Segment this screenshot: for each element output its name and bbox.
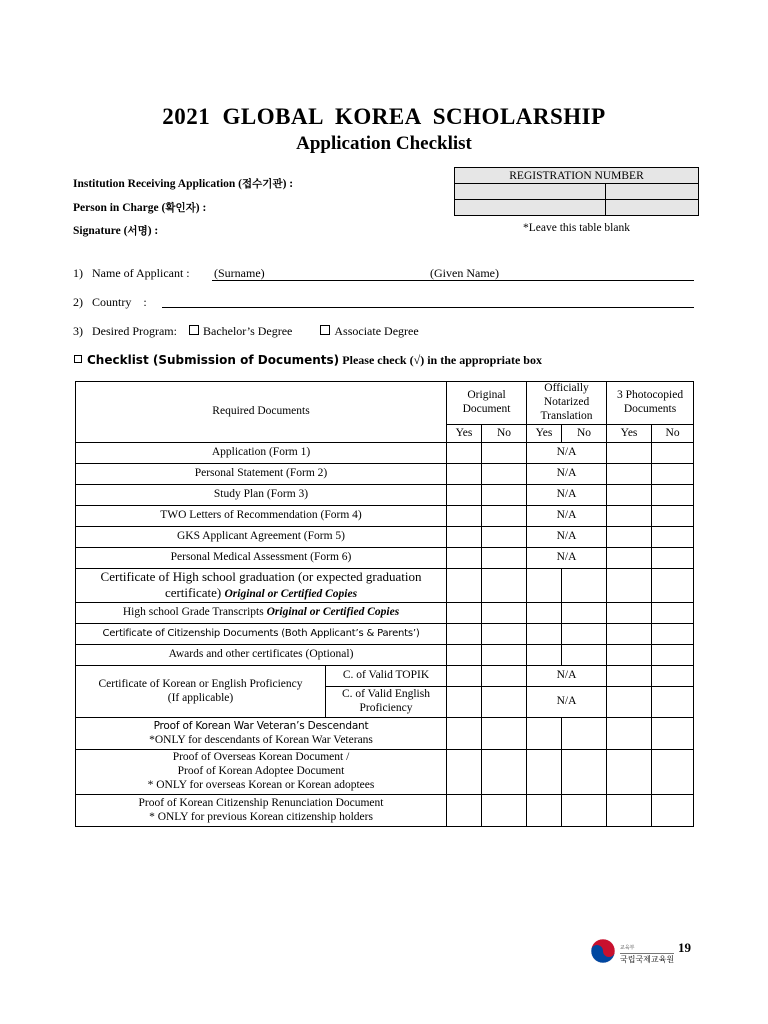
check-cell[interactable]	[562, 569, 607, 603]
check-cell[interactable]	[447, 569, 482, 603]
col-original-document: Original Document	[447, 382, 527, 425]
check-cell[interactable]	[482, 506, 527, 527]
check-cell[interactable]	[607, 666, 652, 687]
check-cell[interactable]	[562, 795, 607, 827]
bachelor-label: Bachelor’s Degree	[202, 324, 293, 338]
check-cell[interactable]	[652, 603, 694, 624]
row-awards: Awards and other certificates (Optional)	[76, 645, 447, 666]
check-cell[interactable]	[607, 506, 652, 527]
check-cell[interactable]	[527, 645, 562, 666]
check-cell[interactable]	[482, 718, 527, 750]
checklist-heading: Checklist (Submission of Documents) Please check (√) in the appropriate box	[74, 353, 542, 368]
check-cell[interactable]	[652, 645, 694, 666]
no-header: No	[482, 425, 527, 443]
check-cell[interactable]	[482, 443, 527, 464]
col-notarized-translation: Officially Notarized Translation	[527, 382, 607, 425]
row-citizenship: Certificate of Citizenship Documents (Both Applicant’s & Parents’)	[76, 624, 447, 645]
na-cell: N/A	[527, 548, 607, 569]
surname-label: (Surname)	[214, 266, 265, 280]
check-cell[interactable]	[482, 464, 527, 485]
check-cell[interactable]	[527, 795, 562, 827]
check-cell[interactable]	[607, 603, 652, 624]
document-subtitle: Application Checklist	[296, 133, 472, 154]
check-cell[interactable]	[652, 527, 694, 548]
check-cell[interactable]	[652, 624, 694, 645]
yes-header: Yes	[447, 425, 482, 443]
check-cell[interactable]	[447, 464, 482, 485]
row-proficiency: Certificate of Korean or English Proficiency (If applicable)	[76, 666, 326, 718]
check-cell[interactable]	[607, 718, 652, 750]
desired-program-row: 3) Desired Program: Bachelor’s Degree Associate Degree	[73, 324, 419, 338]
check-cell[interactable]	[607, 527, 652, 548]
na-cell: N/A	[527, 443, 607, 464]
registration-note: *Leave this table blank	[523, 222, 630, 234]
registration-cell[interactable]	[606, 200, 699, 216]
registration-cell[interactable]	[606, 184, 699, 200]
check-cell[interactable]	[447, 687, 482, 718]
associate-label: Associate Degree	[334, 324, 419, 338]
document-title: 2021 GLOBAL KOREA SCHOLARSHIP	[162, 104, 606, 129]
check-cell[interactable]	[527, 750, 562, 795]
check-cell[interactable]	[562, 624, 607, 645]
taegeuk-logo-icon	[590, 938, 616, 964]
check-cell[interactable]	[447, 624, 482, 645]
check-cell[interactable]	[447, 666, 482, 687]
check-cell[interactable]	[482, 569, 527, 603]
registration-number-table	[454, 167, 699, 216]
na-cell: N/A	[527, 464, 607, 485]
country-line[interactable]	[162, 307, 694, 308]
row-citizenship-renunciation: Proof of Korean Citizenship Renunciation Document * ONLY for previous Korean citizenship holders	[76, 795, 447, 827]
check-cell[interactable]	[607, 687, 652, 718]
check-cell[interactable]	[482, 795, 527, 827]
check-cell[interactable]	[447, 795, 482, 827]
check-cell[interactable]	[527, 624, 562, 645]
check-cell[interactable]	[607, 645, 652, 666]
check-cell[interactable]	[482, 527, 527, 548]
check-cell[interactable]	[562, 718, 607, 750]
page-number: 19	[678, 940, 691, 955]
check-cell[interactable]	[607, 443, 652, 464]
na-cell: N/A	[527, 666, 607, 687]
check-cell[interactable]	[652, 443, 694, 464]
row-form1: Application (Form 1)	[76, 443, 447, 464]
checklist-table	[75, 381, 694, 827]
check-cell[interactable]	[562, 750, 607, 795]
check-cell[interactable]	[607, 548, 652, 569]
footer-organization: 교육부 국립국제교육원	[620, 945, 675, 964]
check-cell[interactable]	[482, 485, 527, 506]
no-header: No	[652, 425, 694, 443]
check-cell[interactable]	[607, 569, 652, 603]
given-name-label: (Given Name)	[430, 266, 499, 280]
associate-checkbox[interactable]	[320, 325, 330, 335]
check-cell[interactable]	[652, 506, 694, 527]
col-photocopied-documents: 3 Photocopied Documents	[607, 382, 694, 425]
na-cell: N/A	[527, 506, 607, 527]
na-cell: N/A	[527, 687, 607, 718]
registration-cell[interactable]	[455, 200, 606, 216]
check-cell[interactable]	[607, 795, 652, 827]
check-cell[interactable]	[447, 548, 482, 569]
check-cell[interactable]	[482, 750, 527, 795]
row-hs-transcripts: High school Grade Transcripts Original or Certified Copies	[76, 603, 447, 624]
no-header: No	[562, 425, 607, 443]
check-cell[interactable]	[652, 569, 694, 603]
check-cell[interactable]	[652, 485, 694, 506]
row-form2: Personal Statement (Form 2)	[76, 464, 447, 485]
check-cell[interactable]	[482, 645, 527, 666]
check-cell[interactable]	[447, 485, 482, 506]
check-cell[interactable]	[527, 569, 562, 603]
person-in-charge-field: Person in Charge (확인자) :	[73, 202, 207, 214]
country-label: 2) Country :	[73, 295, 147, 309]
row-form6: Personal Medical Assessment (Form 6)	[76, 548, 447, 569]
check-cell[interactable]	[482, 666, 527, 687]
row-form5: GKS Applicant Agreement (Form 5)	[76, 527, 447, 548]
na-cell: N/A	[527, 485, 607, 506]
row-form3: Study Plan (Form 3)	[76, 485, 447, 506]
check-cell[interactable]	[482, 548, 527, 569]
check-cell[interactable]	[447, 527, 482, 548]
col-required-documents: Required Documents	[76, 382, 447, 443]
row-overseas-korean: Proof of Overseas Korean Document / Proof of Korean Adoptee Document * ONLY for overseas Korean or Korean adoptees	[76, 750, 447, 795]
row-form4: TWO Letters of Recommendation (Form 4)	[76, 506, 447, 527]
check-cell[interactable]	[652, 750, 694, 795]
na-cell: N/A	[527, 527, 607, 548]
check-cell[interactable]	[482, 624, 527, 645]
check-cell[interactable]	[652, 687, 694, 718]
institution-field: Institution Receiving Application (접수기관) :	[73, 178, 294, 190]
check-cell[interactable]	[447, 718, 482, 750]
check-cell[interactable]	[447, 506, 482, 527]
bachelor-checkbox[interactable]	[189, 325, 199, 335]
check-cell[interactable]	[652, 464, 694, 485]
check-cell[interactable]	[527, 718, 562, 750]
check-cell[interactable]	[447, 443, 482, 464]
check-cell[interactable]	[607, 485, 652, 506]
yes-header: Yes	[607, 425, 652, 443]
yes-header: Yes	[527, 425, 562, 443]
check-cell[interactable]	[447, 603, 482, 624]
row-english-proficiency: C. of Valid English Proficiency	[326, 687, 447, 718]
check-cell[interactable]	[562, 645, 607, 666]
check-cell[interactable]	[482, 687, 527, 718]
check-cell[interactable]	[607, 624, 652, 645]
applicant-name-line[interactable]	[212, 280, 694, 281]
check-cell[interactable]	[607, 750, 652, 795]
row-topik: C. of Valid TOPIK	[326, 666, 447, 687]
registration-number-header: REGISTRATION NUMBER	[455, 168, 699, 184]
check-cell[interactable]	[447, 645, 482, 666]
check-cell[interactable]	[652, 666, 694, 687]
row-hs-graduation: Certificate of High school graduation (or expected graduation certificate) Original or Certified Copies	[76, 569, 447, 603]
check-cell[interactable]	[447, 750, 482, 795]
check-cell[interactable]	[482, 603, 527, 624]
check-cell[interactable]	[652, 718, 694, 750]
row-veteran-descendant: Proof of Korean War Veteran’s Descendant *ONLY for descendants of Korean War Veterans	[76, 718, 447, 750]
applicant-name-label: 1) Name of Applicant :	[73, 266, 190, 280]
check-cell[interactable]	[652, 795, 694, 827]
check-cell[interactable]	[562, 603, 607, 624]
signature-field: Signature (서명) :	[73, 225, 159, 237]
registration-cell[interactable]	[455, 184, 606, 200]
square-bullet-icon	[74, 355, 82, 363]
check-cell[interactable]	[607, 464, 652, 485]
check-cell[interactable]	[652, 548, 694, 569]
check-cell[interactable]	[527, 603, 562, 624]
